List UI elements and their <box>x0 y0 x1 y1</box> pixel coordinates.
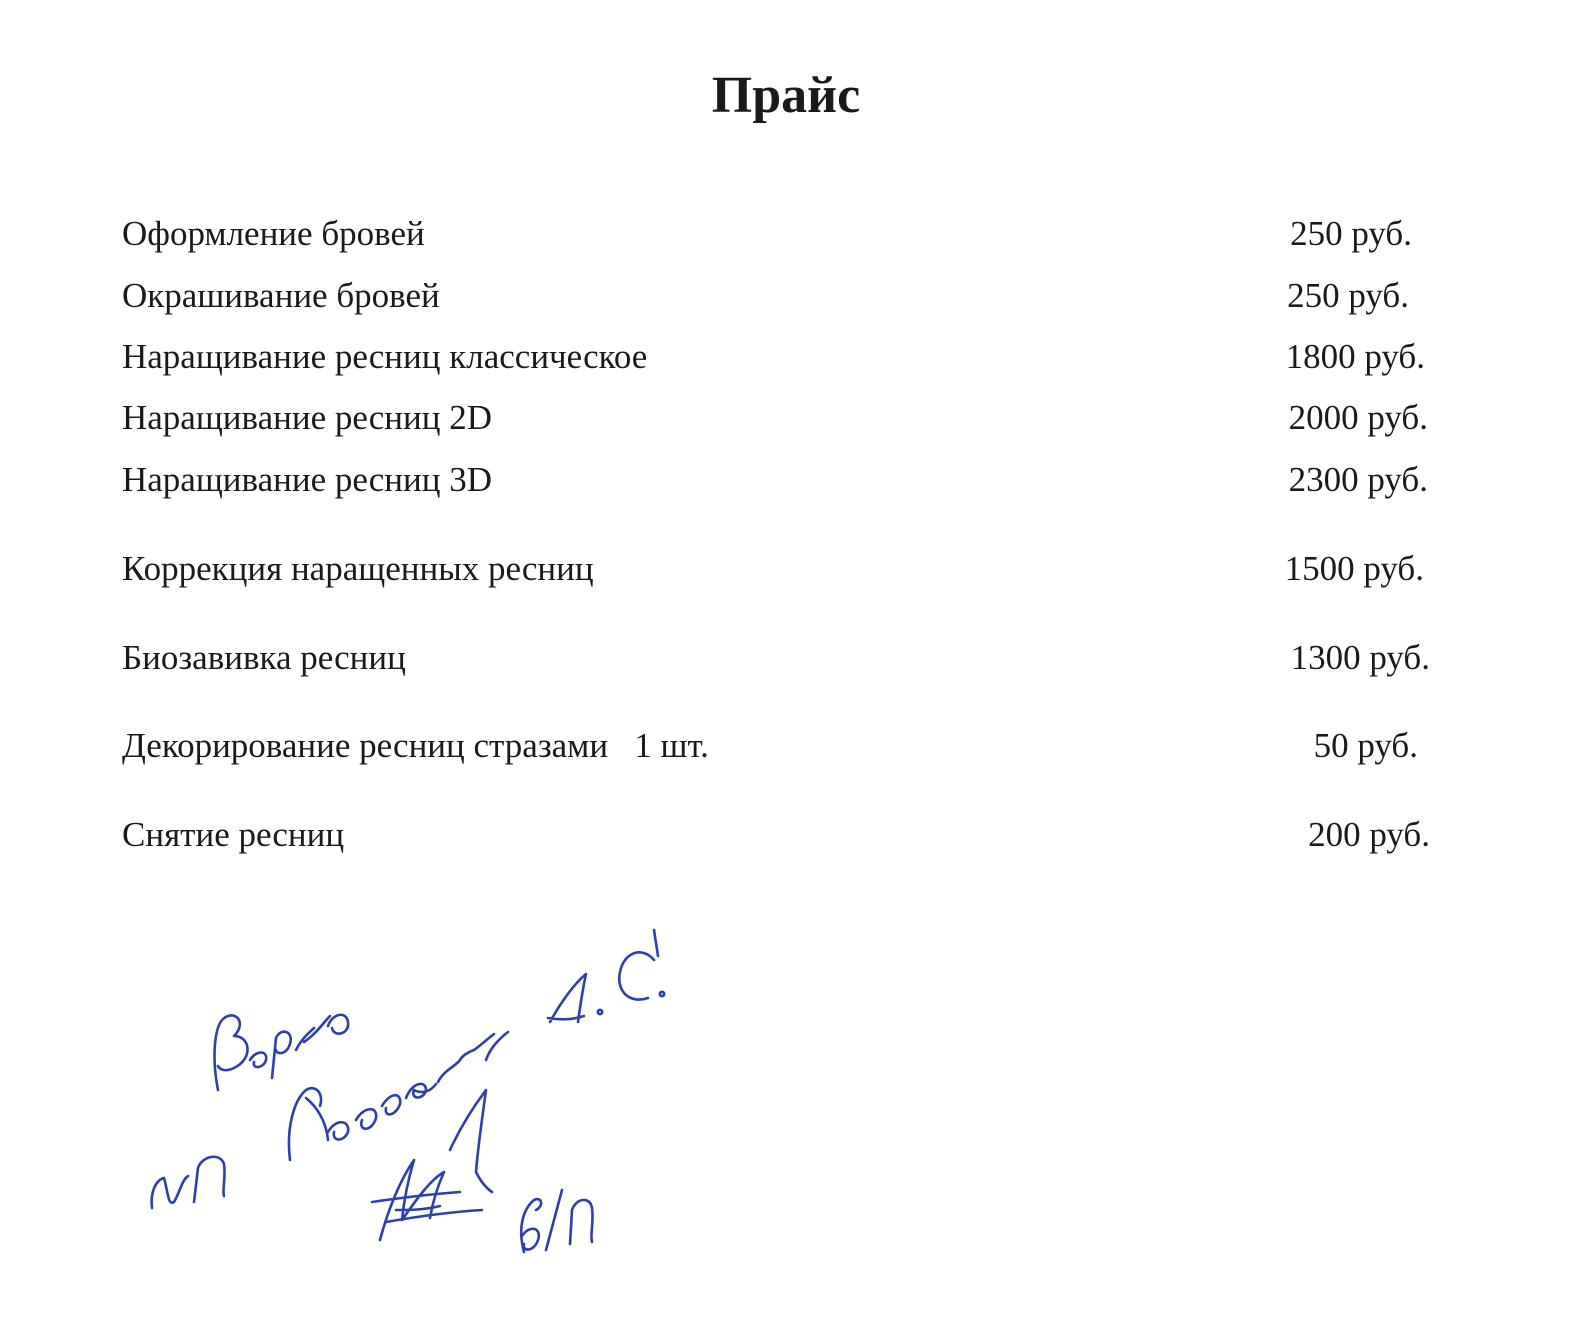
service-name: Декорирование ресниц стразами 1 шт. <box>122 726 709 765</box>
service-price: 50 руб. <box>1313 726 1418 765</box>
service-price: 250 руб. <box>1287 276 1409 315</box>
service-name: Биозавивка ресниц <box>122 638 406 677</box>
service-name: Коррекция наращенных ресниц <box>122 549 594 588</box>
price-row <box>0 724 1572 768</box>
price-row <box>0 813 1572 857</box>
service-price: 2000 руб. <box>1288 398 1428 437</box>
service-price: 250 руб. <box>1290 214 1412 253</box>
service-name: Наращивание ресниц 3D <box>122 460 493 499</box>
service-name: Оформление бровей <box>122 214 425 253</box>
price-row <box>0 335 1572 379</box>
service-name: Наращивание ресниц 2D <box>122 398 493 437</box>
price-row <box>0 458 1572 502</box>
service-price: 1300 руб. <box>1290 638 1430 677</box>
service-price: 1800 руб. <box>1285 337 1425 376</box>
price-row <box>0 636 1572 680</box>
service-name: Снятие ресниц <box>122 815 345 854</box>
service-name: Окрашивание бровей <box>122 276 440 315</box>
service-price: 2300 руб. <box>1288 460 1428 499</box>
service-name: Наращивание ресниц классическое <box>122 337 648 376</box>
price-row <box>0 396 1572 440</box>
price-row <box>0 274 1572 318</box>
price-row <box>0 212 1572 256</box>
page-title: Прайс <box>711 67 861 124</box>
price-row <box>0 547 1572 591</box>
service-price: 200 руб. <box>1308 815 1430 854</box>
signature-drawing <box>130 910 710 1280</box>
service-price: 1500 руб. <box>1284 549 1424 588</box>
handwritten-signature <box>130 910 710 1280</box>
